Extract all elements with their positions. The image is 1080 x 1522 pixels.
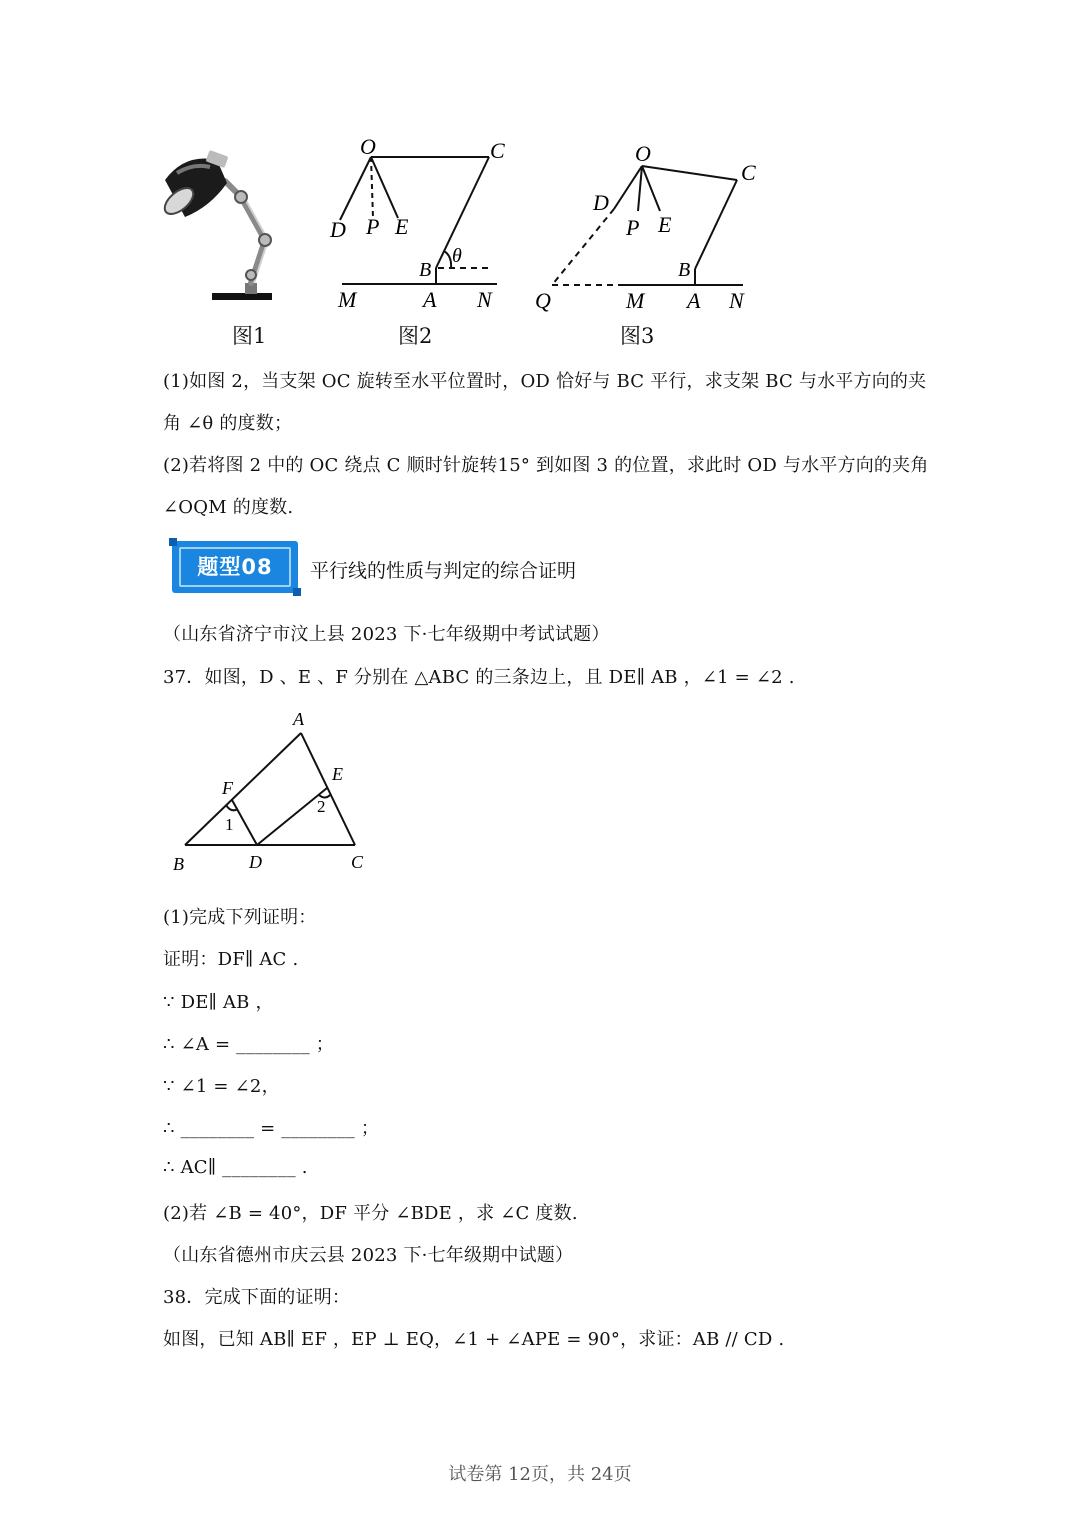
label-o: O <box>360 134 376 159</box>
q38-stem: 38．完成下面的证明： <box>163 1287 351 1308</box>
label-b: B <box>419 259 432 281</box>
q37-source: （山东省济宁市汶上县 2023 下·七年级期中考试试题） <box>163 624 610 645</box>
angle-2-label: 2 <box>317 797 326 816</box>
section-title: 平行线的性质与判定的综合证明 <box>310 560 577 582</box>
label-a: A <box>423 287 437 312</box>
label-n: N <box>477 287 492 312</box>
segment-fd <box>232 800 257 845</box>
label-d: D <box>330 217 346 242</box>
label-q: Q <box>535 288 551 313</box>
q36-part2-line1: (2)若将图 2 中的 OC 绕点 C 顺时针旋转15° 到如图 3 的位置，求此时 OD 与水平方向的夹角 <box>163 455 929 476</box>
page-footer: 试卷第 12页，共 24页 <box>448 1464 632 1485</box>
triangle-abc-diagram <box>165 705 375 880</box>
q37-step5: ∴ AC∥ ________ . <box>163 1157 308 1178</box>
q37-step1: ∵ DE∥ AB ， <box>163 992 274 1013</box>
figure-1-caption: 图1 <box>232 324 267 348</box>
lamp-shade <box>160 150 228 219</box>
label-e: E <box>395 214 409 239</box>
label-p: P <box>366 214 380 239</box>
segment-op-dashed <box>371 157 373 218</box>
label-a: A <box>293 709 304 729</box>
label-d: D <box>593 190 609 215</box>
angle-1-label: 1 <box>225 815 234 834</box>
segment-cb <box>695 180 737 269</box>
q37-stem: 37．如图，D 、E 、F 分别在 △ABC 的三条边上，且 DE∥ AB ，∠1 = ∠2 . <box>163 667 795 688</box>
q37-step3: ∵ ∠1 = ∠2， <box>163 1076 280 1097</box>
lamp-base <box>212 293 272 300</box>
q36-part2-line2: ∠OQM 的度数. <box>163 497 294 518</box>
theta-arc <box>444 251 451 268</box>
q38-source: （山东省德州市庆云县 2023 下·七年级期中试题） <box>163 1245 574 1266</box>
label-m: M <box>338 287 357 312</box>
label-a: A <box>687 288 701 313</box>
q38-text: 如图，已知 AB∥ EF ，EP ⊥ EQ，∠1 + ∠APE = 90°，求证：AB // CD . <box>163 1329 785 1350</box>
q37-proof-goal: 证明：DF∥ AC . <box>163 949 299 970</box>
q37-part2: (2)若 ∠B = 40°，DF 平分 ∠BDE ，求 ∠C 度数. <box>163 1203 578 1224</box>
q37-step4: ∴ ________ = ________ ； <box>163 1118 380 1139</box>
side-ab <box>185 733 301 845</box>
label-f: F <box>222 778 233 798</box>
label-c: C <box>490 138 505 163</box>
label-n: N <box>729 288 744 313</box>
side-ac <box>301 733 355 845</box>
figure-3-caption: 图3 <box>620 324 655 348</box>
label-o: O <box>635 141 651 166</box>
segment-oe <box>371 157 398 218</box>
label-e: E <box>332 764 343 784</box>
figure-3-diagram <box>525 138 775 320</box>
segment-oc <box>642 166 737 180</box>
figure-2-diagram <box>320 130 520 320</box>
label-d: D <box>249 852 262 872</box>
q37-step2: ∴ ∠A = ________ ； <box>163 1034 334 1055</box>
label-b: B <box>173 854 184 874</box>
segment-oe <box>642 166 660 211</box>
figure-2-caption: 图2 <box>398 324 433 348</box>
section-badge-label: 题型08 <box>179 547 291 587</box>
label-m: M <box>626 288 645 313</box>
od-extension-dashed <box>552 209 614 285</box>
label-c: C <box>741 160 756 185</box>
label-p: P <box>626 215 640 240</box>
q36-part1-line1: (1)如图 2，当支架 OC 旋转至水平位置时，OD 恰好与 BC 平行，求支架 BC 与水平方向的夹 <box>163 371 927 392</box>
segment-od <box>340 157 371 220</box>
label-c: C <box>351 852 364 872</box>
q37-proof-intro: (1)完成下列证明： <box>163 907 317 928</box>
label-b: B <box>678 259 691 281</box>
desk-lamp-figure <box>155 145 285 310</box>
q36-part1-line2: 角 ∠θ 的度数； <box>163 413 293 434</box>
section-badge <box>172 541 298 593</box>
label-theta: θ <box>452 245 462 267</box>
label-e: E <box>658 212 672 237</box>
